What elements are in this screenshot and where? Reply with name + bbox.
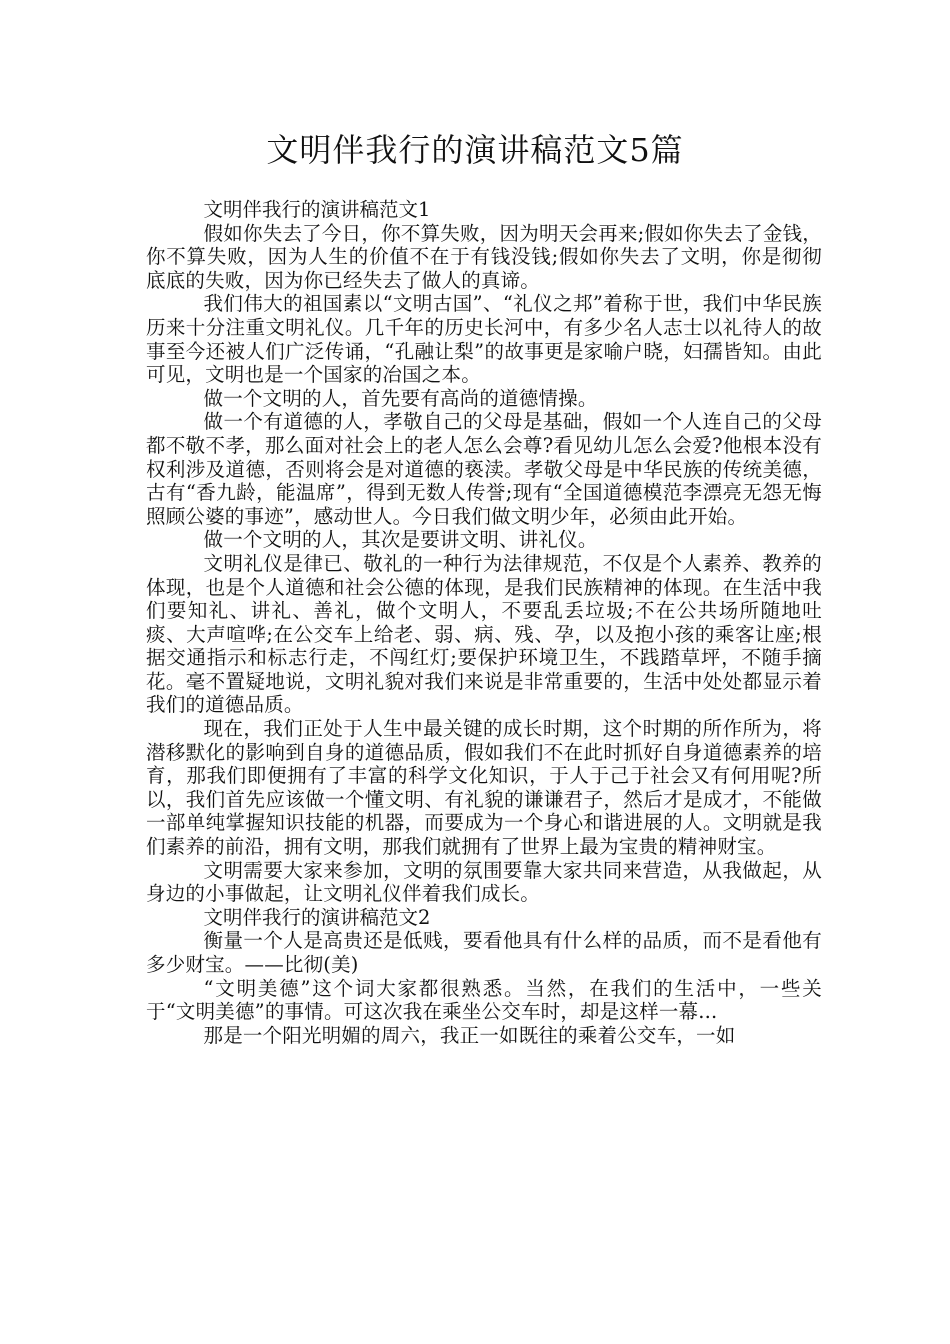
paragraph: 我们伟大的祖国素以“文明古国”、“礼仪之邦”着称于世，我们中华民族历来十分注重文明礼仪。几千年的历史长河中，有多少名人志士以礼待人的故事至今还被人们广泛传诵，“孔融让梨”的故事更是家喻户晓，妇孺皆知。由此可见，文明也是一个国家的冶国之本。 [146, 292, 822, 387]
paragraph: 做一个文明的人，其次是要讲文明、讲礼仪。 [203, 528, 598, 552]
paragraph: 衡量一个人是高贵还是低贱，要看他具有什么样的品质，而不是看他有多少财宝。——比彻(美) [146, 929, 822, 976]
paragraph: “文明美德”这个词大家都很熟悉。当然，在我们的生活中，一些关于“文明美德”的事情。可这次我在乘坐公交车时，却是这样一幕... [146, 976, 822, 1024]
document-title: 文明伴我行的演讲稿范文5篇 [266, 131, 684, 169]
paragraph: 文明需要大家来参加，文明的氛围要靠大家共同来营造，从我做起，从身边的小事做起，让文明礼仪伴着我们成长。 [146, 858, 822, 906]
paragraph: 现在，我们正处于人生中最关键的成长时期，这个时期的所作所为，将潜移默化的影响到自身的道德品质，假如我们不在此时抓好自身道德素养的培育，那我们即便拥有了丰富的科学文化知识，于人于己于社会又有何用呢?所以，我们首先应该做一个懂文明、有礼貌的谦谦君子，然后才是成才，不能做一部单纯掌握知识技能的机器，而要成为一个身心和谐进展的人。文明就是我们素养的前沿，拥有文明，那我们就拥有了世界上最为宝贵的精神财宝。 [146, 717, 822, 859]
paragraph: 做一个文明的人，首先要有高尚的道德情操。 [203, 386, 598, 410]
document-body [146, 198, 822, 1047]
section-heading: 文明伴我行的演讲稿范文1 [203, 198, 431, 221]
paragraph: 做一个有道德的人，孝敬自己的父母是基础，假如一个人连自己的父母都不敬不孝，那么面对社会上的老人怎么会尊?看见幼儿怎么会爱?他根本没有权利涉及道德，否则将会是对道德的亵渎。孝敬父母是中华民族的传统美德，古有“香九龄，能温席”，得到无数人传誉;现有“全国道德模范李漂亮无怨无悔照顾公婆的事迹”，感动世人。今日我们做文明少年，必须由此开始。 [146, 410, 822, 528]
paragraph: 假如你失去了今日，你不算失败，因为明天会再来;假如你失去了金钱，你不算失败，因为人生的价值不在于有钱没钱;假如你失去了文明，你是彻彻底底的失败，因为你已经失去了做人的真谛。 [146, 221, 822, 292]
paragraph: 文明礼仪是律已、敬礼的一种行为法律规范，不仅是个人素养、教养的体现，也是个人道德和社会公德的体现，是我们民族精神的体现。在生活中我们要知礼、讲礼、善礼，做个文明人，不要乱丢垃圾;不在公共场所随地吐痰、大声喧哗;在公交车上给老、弱、病、残、孕，以及抱小孩的乘客让座;根据交通指示和标志行走，不闯红灯;要保护环境卫生，不践踏草坪，不随手摘花。毫不置疑地说，文明礼貌对我们来说是非常重要的，生活中处处都显示着我们的道德品质。 [146, 551, 822, 717]
paragraph: 那是一个阳光明媚的周六，我正一如既往的乘着公交车，一如 [203, 1023, 736, 1047]
section-heading: 文明伴我行的演讲稿范文2 [203, 905, 431, 929]
